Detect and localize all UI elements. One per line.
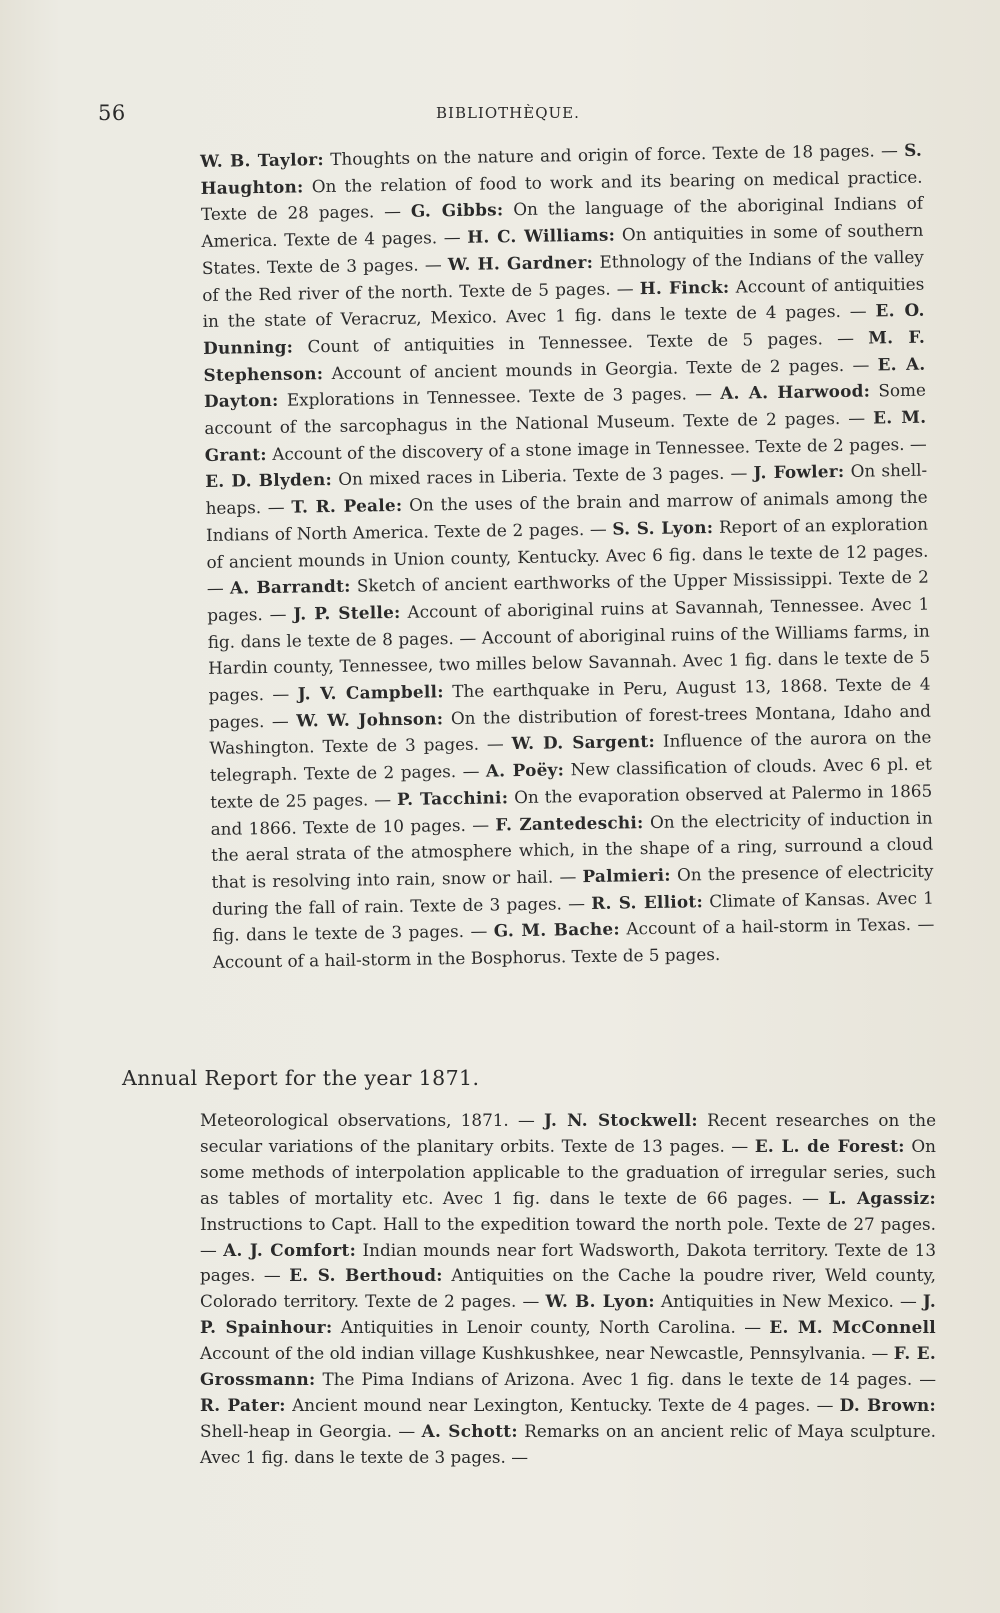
entry-author: P. Tacchini: — [396, 787, 509, 809]
entry-text: On the electricity of induction in the aeral strata of the atmosphere which, in the shape of a ring, surround a cloud that is resolving into rain, snow or hail. — — [210, 807, 934, 892]
entry-author: Palmieri: — [582, 864, 671, 887]
entry-text: Recent researches on the secular variations of the planitary orbits. Texte de 13 pages. — — [200, 1110, 937, 1156]
entry-author: E. O. Dunning: — [202, 299, 925, 358]
entry-author: J. V. Campbell: — [297, 681, 444, 704]
entry-text: Climate of Kansas. Avec 1 fig. dans le texte de 3 pages. — — [212, 887, 935, 946]
entry-text: New classification of clouds. Avec 6 pl. et texte de 25 pages. — — [210, 753, 932, 812]
entry-author: W. D. Sargent: — [511, 731, 656, 754]
entry-text: Thoughts on the nature and origin of force. Texte de 18 pages. — — [323, 139, 905, 170]
entry-author: J. Fowler: — [753, 461, 845, 483]
entry-text: Account of aboriginal ruins at Savannah, Tennessee. Avec 1 fig. dans le texte de 8 pages. — Account of aboriginal ruins of the Williams farms, in Hardin county, Tennessee, two milles below Savannah. Avec 1 fig. dans le texte de 5 pages. — — [207, 593, 931, 705]
entry-author: R. Pater: — [200, 1394, 286, 1415]
entry-author: E. D. Blyden: — [205, 469, 333, 492]
entry-author: E. L. de Forest: — [754, 1135, 905, 1156]
entry-author: J. N. Stockwell: — [544, 1110, 698, 1130]
entry-text: On the language of the aboriginal Indians of America. Texte de 4 pages. — — [201, 193, 924, 252]
entry-text: Instructions to Capt. Hall to the expedition toward the north pole. Texte de 27 pages. — — [200, 1213, 936, 1260]
entry-text: Account of the old indian village Kushkushkee, near Newcastle, Pennsylvania. — — [200, 1343, 894, 1364]
entry-text: Account of the discovery of a stone image in Tennessee. Texte de 2 pages. — — [266, 433, 927, 464]
entry-author: A. Schott: — [421, 1420, 518, 1441]
bibliography-block-2 — [200, 1108, 936, 1471]
entry-text: On mixed races in Liberia. Texte de 3 pages. — — [331, 462, 754, 490]
entry-author: J. P. Spainhour: — [200, 1291, 937, 1338]
entry-author: S. Haughton: — [200, 139, 923, 198]
entry-author: E. A. Dayton: — [203, 353, 926, 412]
entry-text: Account of antiquities in the state of Veracruz, Mexico. Avec 1 fig. dans le texte de 4 pages. — — [202, 273, 925, 332]
entry-author: E. M. Grant: — [204, 406, 927, 465]
entry-author: T. R. Peale: — [291, 495, 403, 517]
entry-text: Sketch of ancient earthworks of the Upper Mississippi. Texte de 2 pages. — — [207, 566, 929, 625]
entry-author: R. S. Elliot: — [591, 890, 704, 913]
entry-text: Indian mounds near fort Wadsworth, Dakota territory. Texte de 13 pages. — — [200, 1239, 936, 1286]
entry-text: Explorations in Tennessee. Texte de 3 pages. — — [278, 383, 721, 411]
page-number: 56 — [98, 101, 126, 125]
entry-text: Ethnology of the Indians of the valley of the Red river of the north. Texte de 5 pages. — — [202, 246, 924, 305]
section-heading: Annual Report for the year 1871. — [122, 1066, 480, 1090]
entry-text: On the evaporation observed at Palermo in 1865 and 1866. Texte de 10 pages. — — [210, 780, 933, 839]
entry-author: A. J. Comfort: — [223, 1239, 357, 1260]
entry-author: H. Finck: — [639, 276, 730, 298]
entry-text: Remarks on an ancient relic of Maya sculpture. Avec 1 fig. dans le texte de 3 pages. — — [200, 1420, 936, 1467]
entry-author: M. F. Stephenson: — [203, 326, 926, 385]
entry-text: On some methods of interpolation applicable to the graduation of irregular series, such as tables of mortality etc. Avec 1 fig. dans le texte de 66 pages. — — [200, 1135, 936, 1208]
entry-author: A. Barrandt: — [229, 575, 351, 598]
entry-text: On the relation of food to work and its bearing on medical practice. Texte de 28 pages. — — [200, 166, 923, 225]
entry-text: Antiquities in New Mexico. — — [654, 1291, 923, 1312]
entry-text: Some account of the sarcophagus in the National Museum. Texte de 2 pages. — — [204, 379, 927, 438]
entry-text: On the uses of the brain and marrow of animals among the Indians of North America. Texte de 2 pages. — — [205, 486, 928, 545]
entry-author: E. S. Berthoud: — [289, 1265, 443, 1286]
entry-text: On the distribution of forest-trees Montana, Idaho and Washington. Texte de 3 pages. — — [209, 700, 932, 759]
section-intro: Meteorological observations, 1871. — — [200, 1110, 545, 1130]
running-head: BIBLIOTHÈQUE. — [436, 104, 580, 122]
bibliography-entry — [200, 140, 904, 171]
entry-text: Antiquities in Lenoir county, North Carolina. — — [332, 1317, 770, 1338]
entry-text: On shell-heaps. — — [205, 460, 928, 519]
entry-author: G. Gibbs: — [410, 199, 504, 222]
entry-author: A. Poëy: — [485, 759, 565, 781]
bibliography-entry — [205, 463, 754, 492]
entry-author: H. C. Williams: — [467, 224, 616, 247]
entry-author: E. M. McConnell — [769, 1317, 936, 1338]
entry-text: On the presence of electricity during the fall of rain. Texte de 3 pages. — — [211, 860, 934, 919]
entry-author: W. B. Lyon: — [545, 1291, 655, 1312]
entry-author: A. A. Harwood: — [720, 380, 871, 404]
entry-author: F. Zantedeschi: — [495, 811, 644, 835]
entry-text: The Pima Indians of Arizona. Avec 1 fig. dans le texte de 14 pages. — — [315, 1369, 936, 1390]
entry-author: G. M. Bache: — [493, 918, 621, 941]
entry-author: W. W. Johnson: — [296, 708, 444, 731]
entry-author: J. P. Stelle: — [293, 601, 401, 624]
entry-author: L. Agassiz: — [828, 1187, 936, 1208]
bibliography-block-1 — [200, 137, 935, 976]
entry-author: S. S. Lyon: — [612, 516, 714, 539]
entry-text: Account of a hail-storm in Texas. — Account of a hail-storm in the Bosphorus. Texte de 5 pages. — [212, 913, 935, 972]
entry-text: Account of ancient mounds in Georgia. Texte de 2 pages. — — [323, 354, 878, 383]
entry-text: On antiquities in some of southern States. Texte de 3 pages. — — [201, 219, 924, 278]
bibliography-entry — [546, 1291, 923, 1311]
entry-text: Influence of the aurora on the telegraph. Texte de 2 pages. — — [209, 727, 932, 786]
entry-text: Shell-heap in Georgia. — — [200, 1420, 422, 1441]
entry-text: Count of antiquities in Tennessee. Texte de 5 pages. — — [293, 327, 869, 357]
entry-text: Ancient mound near Lexington, Kentucky. Texte de 4 pages. — — [285, 1394, 840, 1415]
bibliography-entry — [200, 1395, 840, 1415]
entry-author: F. E. Grossmann: — [200, 1343, 936, 1390]
entry-text: The earthquake in Peru, August 13, 1868. Texte de 4 pages. — — [208, 673, 931, 732]
entry-text: Antiquities on the Cache la poudre river, Weld county, Colorado territory. Texte de 2 pages. — — [200, 1265, 936, 1312]
entry-author: W. H. Gardner: — [447, 251, 594, 274]
entry-author: W. B. Taylor: — [200, 149, 325, 171]
entry-text: Report of an exploration of ancient mounds in Union county, Kentucky. Avec 6 fig. dans le texte de 12 pages. — — [206, 513, 929, 599]
entry-author: D. Brown: — [839, 1394, 936, 1415]
